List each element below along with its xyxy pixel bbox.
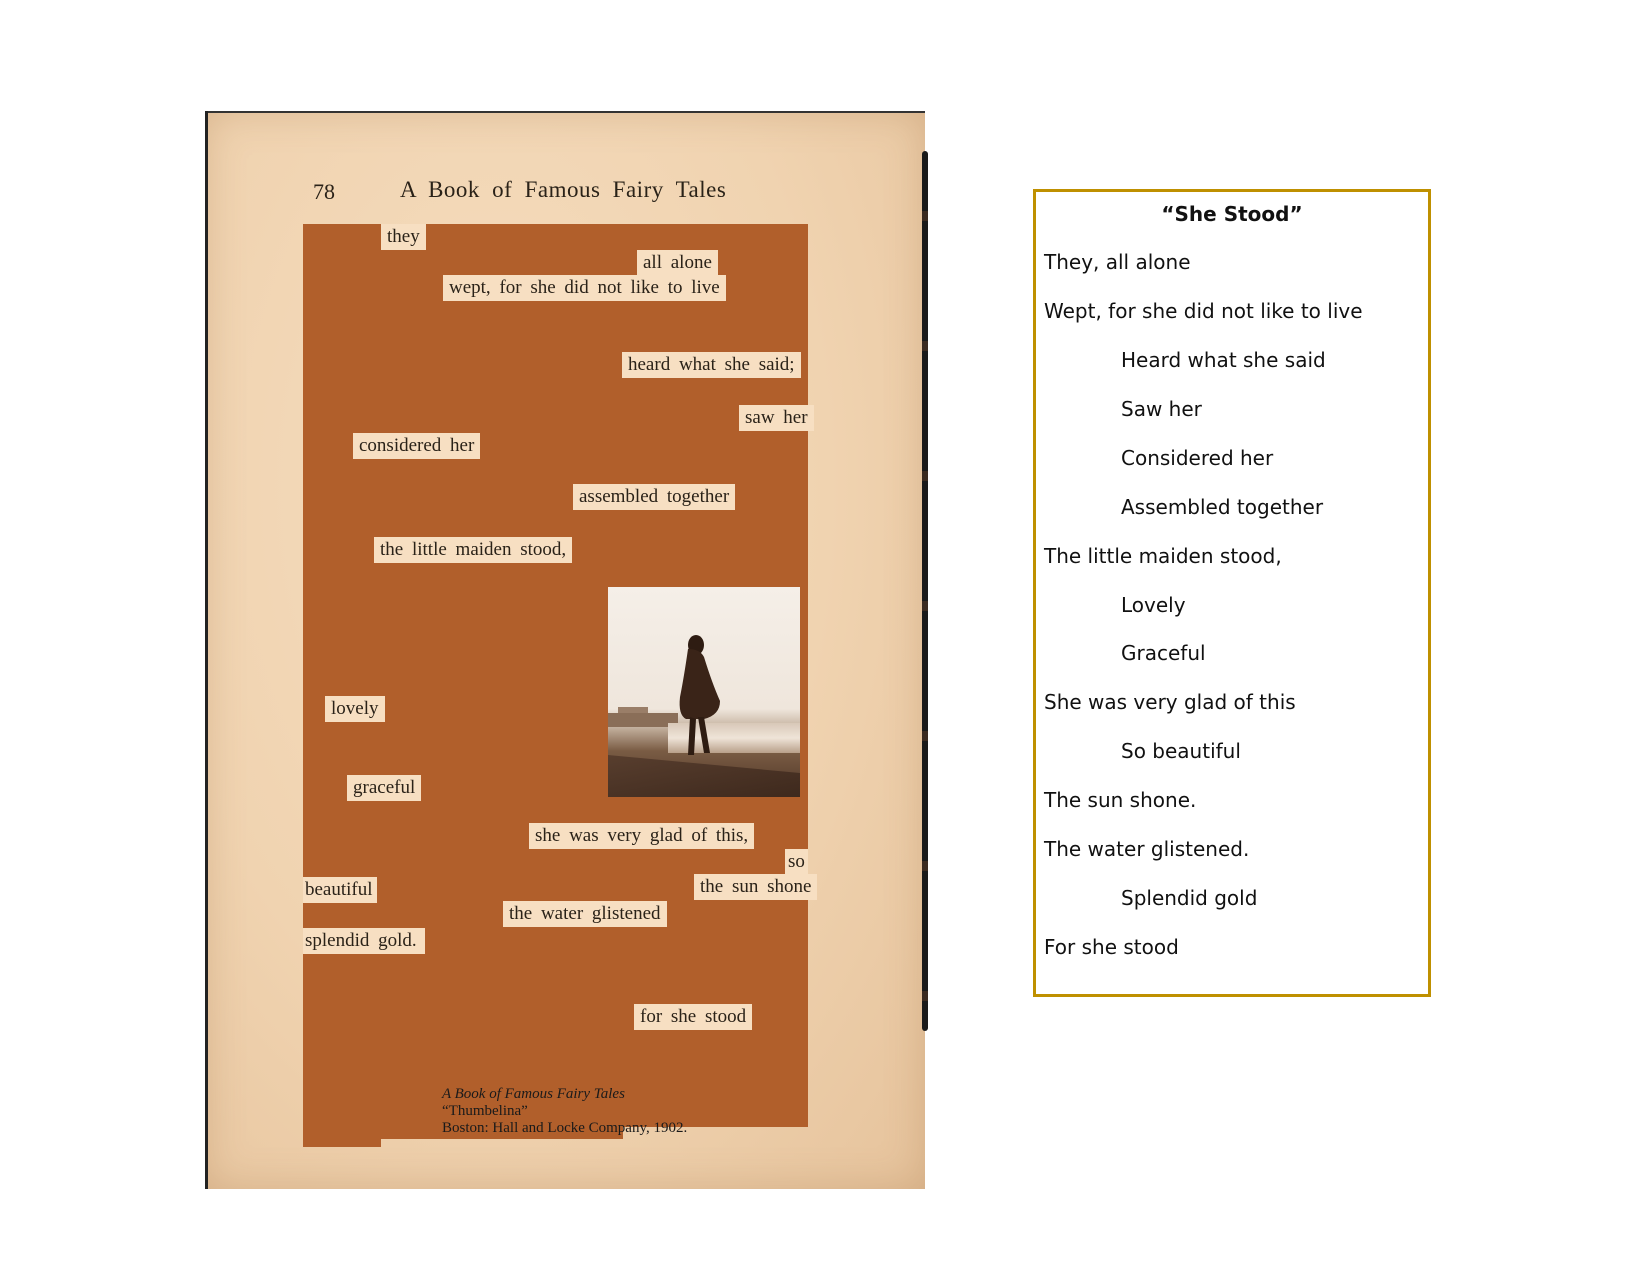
clipping-assembled: assembled together — [573, 484, 735, 510]
citation-publisher: Boston: Hall and Locke Company, 1902. — [442, 1120, 688, 1136]
clipping-maiden: the little maiden stood, — [374, 537, 572, 563]
poem-line: The water glistened. — [1044, 837, 1250, 861]
poem-line: Saw her — [1121, 397, 1202, 421]
page-edge-right — [922, 151, 928, 1031]
poem-line: For she stood — [1044, 935, 1179, 959]
clipping-wept: wept, for she did not like to live — [443, 275, 726, 301]
poem-line: Lovely — [1121, 593, 1186, 617]
clipping-splendid: splendid gold. — [303, 928, 425, 954]
poem-line: Graceful — [1121, 641, 1206, 665]
clipping-considered: considered her — [353, 433, 480, 459]
citation — [442, 1086, 687, 1137]
citation-book: A Book of Famous Fairy Tales — [442, 1086, 625, 1102]
poem-box — [1033, 189, 1431, 997]
page-header-title: A Book of Famous Fairy Tales — [400, 177, 727, 202]
woman-silhouette-icon — [608, 587, 800, 797]
clipping-saw-her: saw her — [739, 405, 814, 431]
clipping-lovely: lovely — [325, 696, 385, 722]
poem-line: They, all alone — [1044, 250, 1191, 274]
clipping-beautiful: beautiful — [303, 877, 377, 903]
clipping-they: they — [381, 224, 426, 250]
clipping-all-alone: all alone — [637, 250, 718, 276]
poem-line: The sun shone. — [1044, 788, 1197, 812]
book-page — [205, 111, 925, 1189]
clipping-water: the water glistened — [503, 901, 667, 927]
clipping-graceful: graceful — [347, 775, 421, 801]
poem-line: Wept, for she did not like to live — [1044, 299, 1363, 323]
silhouette-photo — [608, 587, 800, 797]
clipping-glad: she was very glad of this, — [529, 823, 754, 849]
clipping-so: so — [785, 849, 808, 875]
clipping-for-she-stood: for she stood — [634, 1004, 752, 1030]
poem-line: Heard what she said — [1121, 348, 1326, 372]
poem-line: So beautiful — [1121, 739, 1241, 763]
citation-story: “Thumbelina” — [442, 1103, 528, 1119]
page-edge-left — [205, 111, 208, 1189]
poem-line: Splendid gold — [1121, 886, 1258, 910]
poem-line: The little maiden stood, — [1044, 544, 1282, 568]
poem-line: Assembled together — [1121, 495, 1324, 519]
clipping-sun-shone: the sun shone — [694, 874, 817, 900]
blackout-bottom-left — [303, 1127, 381, 1147]
poem-line: Considered her — [1121, 446, 1274, 470]
page-number: 78 — [313, 179, 335, 204]
poem-line: She was very glad of this — [1044, 690, 1296, 714]
page-edge-top — [205, 111, 925, 113]
clipping-heard: heard what she said; — [622, 352, 801, 378]
poem-title: “She Stood” — [1161, 202, 1303, 226]
